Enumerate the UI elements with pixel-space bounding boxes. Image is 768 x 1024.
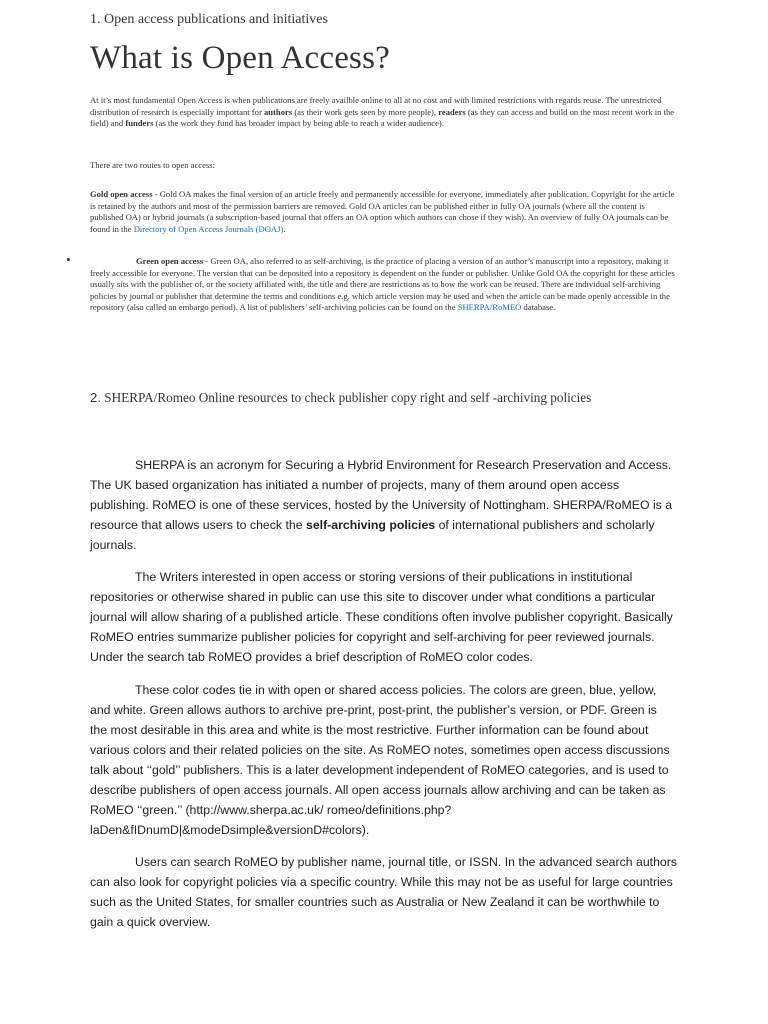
p2-text: The Writers interested in open access or storing versions of their publications in institutional repositories or otherwise shared in public can use this site to discover under what conditions a particular journal will allow sharing of a published article. These conditions often involve publisher copyright. Basically RoMEO entries summarize publisher policies for copyright and self-archiving for peer reviewed journals. Under the search tab RoMEO provides a brief description of RoMEO color codes. bbox=[90, 570, 673, 664]
gold-oa-text: - Gold OA makes the final version of an article freely and permanently accessible for everyone, immediately after publication. Copyright for the article is retained by the authors and most of the permission barriers are removed. Gold OA articles can be published either in fully OA journals (where all the content is published OA) or hybrid journals (a subscription-based journal that offers an OA option which authors can chose if they wish). An overview of fully OA journals can be found in the bbox=[90, 189, 675, 234]
intro-text-3: (as they can access and build on the most recent work in the field) and bbox=[90, 106, 675, 129]
body-paragraph-2 bbox=[90, 567, 677, 667]
page-title: What is Open Access? bbox=[90, 40, 390, 76]
intro-text-1: At it’s most fundamental Open Access is when publications are freely availble online to all at no cost and with limited restrictions with regards reuse. The unrestricted distribution of research is especially important for bbox=[90, 95, 662, 117]
p1-end: of international publishers and scholarly journals. bbox=[90, 518, 655, 552]
body-paragraph-1 bbox=[90, 455, 677, 555]
section-2-heading bbox=[90, 390, 591, 406]
green-oa-end: database. bbox=[521, 302, 556, 313]
p1-text: SHERPA is an acronym for Securing a Hybrid Environment for Research Preservation and Access. The UK based organization has initiated a number of projects, many of them around open access publishing. RoMEO is one of these services, hosted by the University of Nottingham. SHERPA/RoMEO is a resource that allows users to check the bbox=[90, 458, 673, 532]
funders-bold: funders bbox=[125, 118, 154, 129]
sherpa-romeo-link[interactable]: SHERPA/RoMEO bbox=[457, 302, 522, 313]
green-oa-label: Green open access bbox=[136, 256, 204, 266]
bullet-icon: • bbox=[66, 252, 71, 267]
routes-intro: There are two routes to open access: bbox=[90, 160, 216, 170]
section-2-number: 2. bbox=[90, 390, 101, 405]
intro-text-4: (as the work they fund has broader impact by being able to reach a wider audience). bbox=[153, 118, 444, 129]
green-oa-text: - Green OA, also referred to as self-archiving, is the practice of placing a version of an author’s manuscript into a repository, making it freely accessible for everyone. The version that can be deposited into a repository is dependent on the funder or publisher. Unlike Gold OA the copyright for these articles usually sits with the publisher of, or the society affiliated with, the title and there are restrictions as to how the work can be reused. There are individual self-archiving policies by journal or publisher that determine the terms and conditions e.g. which article version may be used and when the article can be made openly accessible in the repository (also called an embargo period). A list of publishers’ self-archiving policies can be found on the bbox=[90, 256, 675, 313]
gold-oa-end: . bbox=[283, 223, 286, 234]
intro-paragraph bbox=[90, 95, 675, 130]
green-oa-paragraph bbox=[90, 256, 675, 314]
section-2-title: SHERPA/Romeo Online resources to check publisher copy right and self -archiving policies bbox=[101, 390, 592, 405]
p1-bold: self-archiving policies bbox=[305, 518, 436, 532]
body-paragraph-3 bbox=[90, 680, 677, 840]
section-heading: 1. Open access publications and initiatives bbox=[90, 12, 328, 27]
body-paragraph-4 bbox=[90, 852, 677, 932]
p3-text: These color codes tie in with open or shared access policies. The colors are green, blue, yellow, and white. Green allows authors to archive pre-print, post-print, the publisher’s version, or PDF. Green is the most desirable in this area and white is the most restrictive. Further information can be found about various colors and their related policies on the site. As RoMEO notes, sometimes open access discussions talk about ‘‘gold’’ publishers. This is a later development independent of RoMEO categories, and is used to describe publishers of open access journals. All open access journals allow archiving and can be taken as RoMEO ‘‘green.’’ (http://www.sherpa.ac.uk/ romeo/definitions.php?laDen&fIDnumD|&modeDsimple&versionD#colors). bbox=[90, 683, 670, 837]
gold-oa-label: Gold open access bbox=[90, 189, 153, 199]
p4-text: Users can search RoMEO by publisher name, journal title, or ISSN. In the advanced search authors can also look for copyright policies via a specific country. While this may not be as useful for large countries such as the United States, for smaller countries such as Australia or New Zealand it can be worthwhile to gain a quick overview. bbox=[90, 855, 678, 929]
authors-bold: authors bbox=[263, 106, 293, 117]
doaj-link[interactable]: Directory of Open Access Journals (DOAJ) bbox=[133, 223, 284, 234]
intro-text-2: (as their work gets seen by more people), bbox=[292, 106, 439, 117]
gold-oa-paragraph bbox=[90, 189, 675, 235]
readers-bold: readers bbox=[438, 106, 466, 117]
